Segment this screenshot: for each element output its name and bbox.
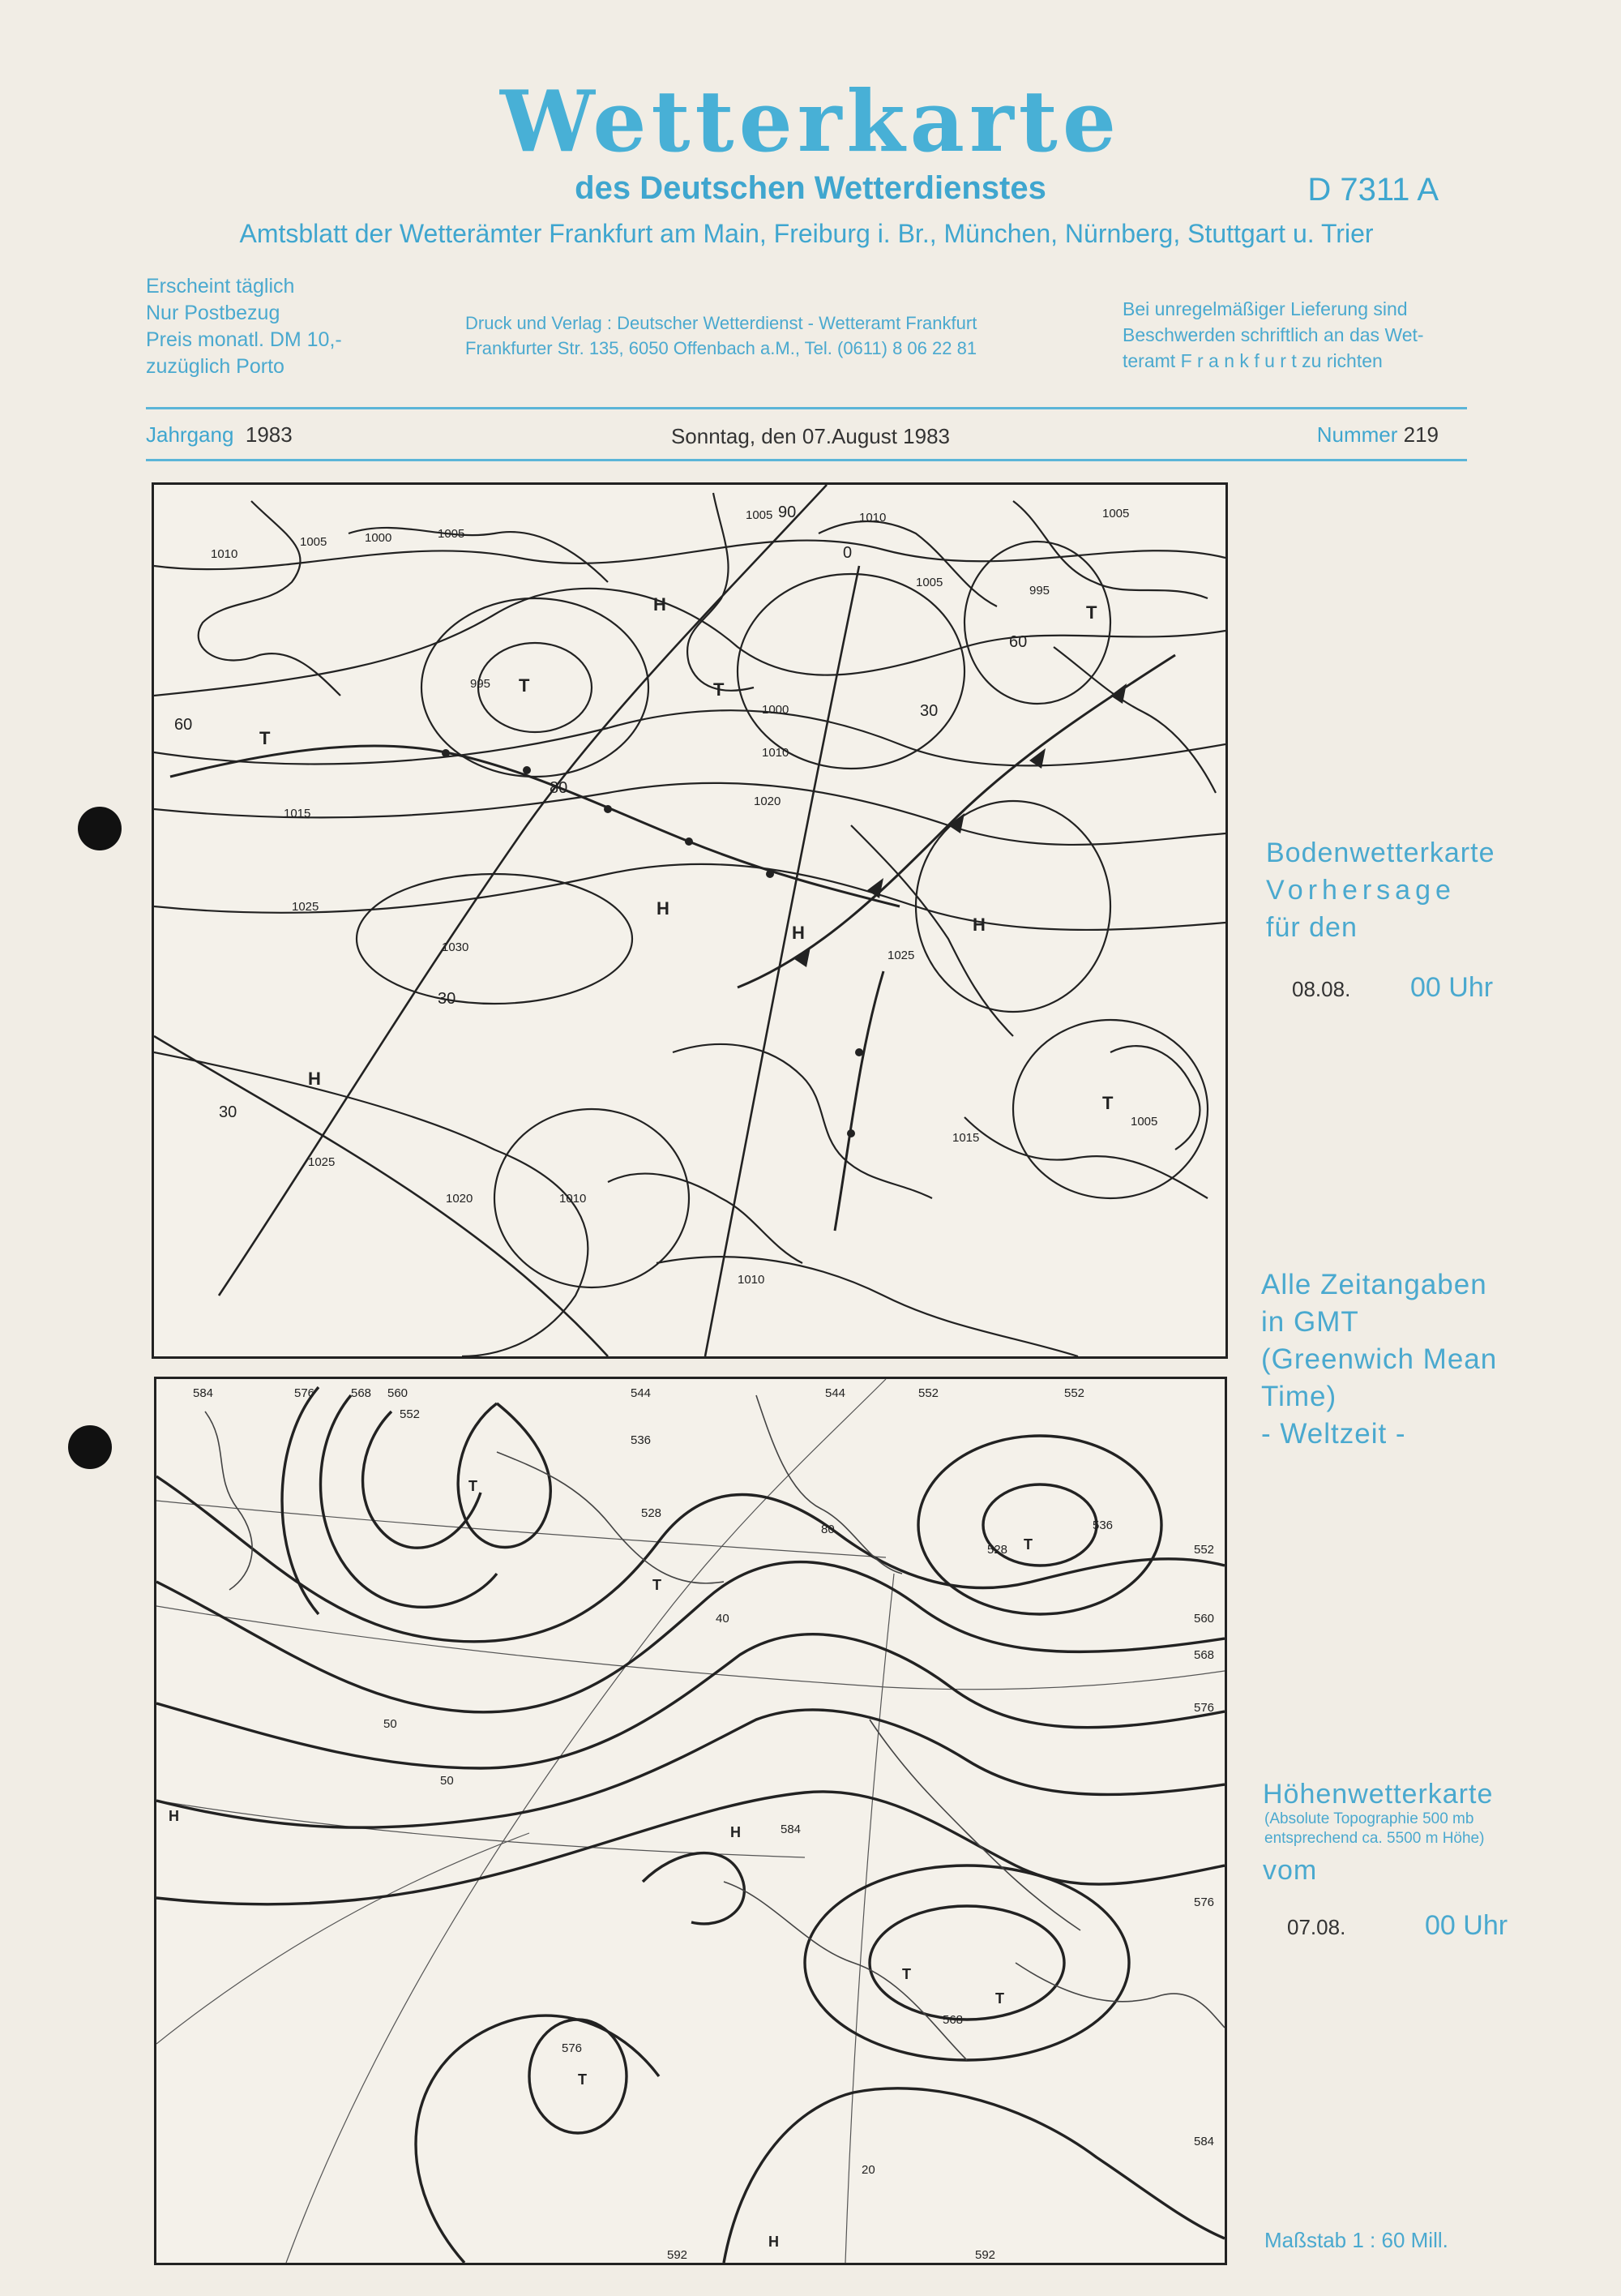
- height-contour: [282, 1387, 319, 1614]
- isobar: [494, 1109, 689, 1287]
- contour-label: 552: [400, 1407, 421, 1421]
- contour-label: 544: [825, 1386, 846, 1400]
- low-center: T: [902, 1966, 911, 1982]
- coastline: [1110, 1046, 1200, 1150]
- isobar: [154, 589, 1225, 696]
- latitude-line: [156, 1606, 1225, 1690]
- upper-air-map: [154, 1377, 1227, 2265]
- complaint-info: [1123, 296, 1424, 374]
- coastline: [724, 1882, 967, 2060]
- contour-label: 536: [1093, 1519, 1114, 1532]
- contour-label: 576: [1194, 1701, 1215, 1715]
- caption-line: Vorhersage: [1266, 875, 1456, 906]
- isobar: [964, 542, 1110, 704]
- grid-label: 60: [174, 716, 193, 734]
- grid-label: 80: [821, 1523, 835, 1536]
- map-scale: Maßstab 1 : 60 Mill.: [1264, 2228, 1448, 2252]
- contour-label: 544: [631, 1386, 652, 1400]
- upper-map-vom: vom: [1263, 1855, 1318, 1886]
- amtsblatt-line: Amtsblatt der Wetterämter Frankfurt am Main, Freiburg i. Br., München, Nürnberg, Stuttgart u. Trier: [239, 219, 1374, 248]
- coastline: [964, 1117, 1208, 1198]
- contour-label: 584: [781, 1823, 802, 1836]
- low-pressure-center: T: [259, 728, 271, 748]
- isobar-label: 995: [470, 677, 491, 691]
- longitude-line: [156, 1833, 529, 2044]
- time-note: [1261, 1266, 1497, 1453]
- grid-label: 30: [438, 990, 456, 1008]
- upper-map-heading: Höhenwetterkarte: [1263, 1779, 1494, 1810]
- isobar: [154, 1052, 588, 1356]
- coastline: [608, 1174, 802, 1263]
- grid-label: 50: [440, 1774, 454, 1788]
- contour-label: 560: [1194, 1612, 1215, 1626]
- top-rule: [146, 407, 1467, 409]
- punch-hole: [68, 1425, 112, 1469]
- coastline: [673, 1044, 932, 1198]
- longitude-line: [845, 1574, 894, 2263]
- info-line: Nur Postbezug: [146, 302, 280, 324]
- isobar-label: 1025: [308, 1155, 336, 1169]
- coastline: [205, 1411, 252, 1590]
- low-center: T: [652, 1577, 661, 1593]
- contour-label: 536: [631, 1433, 652, 1447]
- info-line: Frankfurter Str. 135, 6050 Offenbach a.M., Tel. (0611) 8 06 22 81: [465, 338, 977, 358]
- nummer-value: 219: [1403, 422, 1439, 447]
- isobar: [154, 710, 1225, 765]
- low-pressure-center: T: [1086, 602, 1097, 623]
- height-contour: [156, 1634, 1225, 1768]
- grid-label: 60: [1009, 633, 1028, 651]
- newspaper-subtitle: des Deutschen Wetterdienstes: [575, 170, 1046, 206]
- isobar-label: 1020: [446, 1192, 473, 1206]
- latitude-line: [154, 1036, 608, 1356]
- high-pressure-center: H: [653, 594, 666, 615]
- info-line: teramt F r a n k f u r t zu richten: [1123, 350, 1383, 371]
- coastline: [756, 1395, 902, 1574]
- isobar-label: 995: [1029, 584, 1050, 598]
- high-center: H: [768, 2234, 779, 2250]
- note-line: - Weltzeit -: [1261, 1418, 1406, 1450]
- issue-date: Sonntag, den 07.August 1983: [670, 424, 951, 448]
- newspaper-title: Wetterkarte: [500, 71, 1121, 171]
- surface-forecast-time: 00 Uhr: [1410, 972, 1494, 1003]
- isobar: [916, 801, 1110, 1012]
- isobar-label: 1005: [1102, 507, 1130, 520]
- bottom-rule: [146, 459, 1467, 461]
- contour-label: 552: [1194, 1543, 1215, 1557]
- high-center: H: [169, 1808, 179, 1824]
- note-line: (Greenwich Mean: [1261, 1343, 1498, 1375]
- info-line: Preis monatl. DM 10,-: [146, 328, 342, 351]
- isobar-label: 1010: [559, 1192, 587, 1206]
- nummer-label: Nummer: [1316, 422, 1398, 447]
- occluded-front: [835, 971, 883, 1231]
- jahrgang-value: 1983: [245, 422, 293, 447]
- isobar: [357, 874, 632, 1004]
- high-pressure-center: H: [973, 915, 986, 935]
- isobar-label: 1005: [746, 508, 773, 522]
- grid-label: 40: [716, 1612, 729, 1626]
- isobar-label: 1025: [292, 900, 319, 914]
- note-line: Alle Zeitangaben: [1261, 1269, 1487, 1300]
- contour-label: 568: [943, 2013, 964, 2027]
- low-center: T: [468, 1478, 477, 1494]
- contour-label: 592: [667, 2248, 688, 2262]
- coastline: [687, 493, 754, 691]
- longitude-line: [705, 566, 859, 1356]
- surface-forecast-date: 08.08.: [1292, 977, 1351, 1001]
- low-pressure-center: T: [519, 675, 530, 696]
- low-pressure-center: T: [1102, 1093, 1114, 1113]
- low-pressure-center: T: [713, 679, 725, 700]
- height-contour: [156, 1792, 1225, 1904]
- high-center: H: [730, 1824, 741, 1840]
- grid-label: 80: [550, 779, 568, 797]
- upper-map-date: 07.08.: [1287, 1915, 1346, 1939]
- isobar: [154, 864, 1225, 930]
- subscription-info: [146, 273, 342, 380]
- height-contour: [918, 1436, 1161, 1614]
- isobar: [478, 643, 592, 732]
- caption-line: für den: [1266, 912, 1358, 943]
- contour-label: 568: [1194, 1648, 1215, 1662]
- high-pressure-center: H: [308, 1069, 321, 1089]
- height-contour: [458, 1403, 550, 1548]
- isobar-label: 1015: [952, 1131, 980, 1145]
- high-pressure-center: H: [657, 898, 669, 919]
- isobar-label: 1010: [762, 746, 789, 760]
- contour-label: 528: [641, 1506, 662, 1520]
- isobar-label: 1000: [365, 531, 392, 545]
- grid-label: 20: [862, 2163, 875, 2177]
- latitude-line: [156, 1501, 886, 1557]
- info-line: zuzüglich Porto: [146, 355, 284, 378]
- jahrgang-label: Jahrgang: [146, 422, 234, 447]
- latitude-line: [156, 1801, 805, 1857]
- isobar-label: 1005: [1131, 1115, 1158, 1129]
- contour-label: 584: [1194, 2135, 1215, 2148]
- coastline: [870, 1720, 1080, 1930]
- height-contour: [870, 1906, 1064, 2020]
- low-center: T: [1024, 1536, 1033, 1553]
- grid-label: 90: [778, 503, 797, 521]
- height-contour: [643, 1853, 744, 1924]
- contour-label: 584: [193, 1386, 214, 1400]
- contour-label: 568: [351, 1386, 372, 1400]
- high-pressure-center: H: [792, 923, 805, 943]
- caption-line: Bodenwetterkarte: [1266, 837, 1495, 868]
- isobar: [421, 598, 648, 777]
- contour-label: 560: [387, 1386, 408, 1400]
- contour-label: 592: [975, 2248, 996, 2262]
- contour-label: 552: [918, 1386, 939, 1400]
- coastline: [199, 501, 340, 696]
- publisher-info: [465, 311, 977, 361]
- upper-map-note: [1264, 1810, 1484, 1848]
- isobar-label: 1010: [211, 547, 238, 561]
- nummer: [1317, 422, 1439, 448]
- isobar-label: 1015: [284, 807, 311, 820]
- isobar-label: 1020: [754, 795, 781, 808]
- height-contour: [156, 1476, 1225, 1642]
- isobar-label: 1000: [762, 703, 789, 717]
- info-line: Beschwerden schriftlich an das Wet-: [1123, 324, 1424, 345]
- contour-label: 576: [1194, 1895, 1215, 1909]
- surface-weather-map: [152, 482, 1228, 1359]
- surface-map-caption: [1266, 834, 1495, 946]
- contour-label: 528: [987, 1543, 1008, 1557]
- upper-map-drawing: [156, 1379, 1225, 2263]
- grid-label: 30: [920, 702, 939, 720]
- isobar-label: 1005: [916, 576, 943, 589]
- low-center: T: [995, 1990, 1004, 2007]
- note-line: in GMT: [1261, 1306, 1359, 1338]
- upper-map-time: 00 Uhr: [1425, 1910, 1508, 1941]
- info-line: Druck und Verlag : Deutscher Wetterdienst - Wetteramt Frankfurt: [465, 313, 977, 333]
- isobar-label: 1010: [859, 511, 887, 525]
- longitude-line: [286, 1379, 886, 2263]
- height-contour: [724, 2088, 1225, 2263]
- height-contour: [321, 1395, 498, 1607]
- grid-label: 50: [383, 1717, 397, 1731]
- note-line: Time): [1261, 1381, 1337, 1412]
- contour-label: 576: [562, 2041, 583, 2055]
- coastline: [497, 1452, 724, 1583]
- grid-label: 30: [219, 1103, 237, 1121]
- surface-map-drawing: [154, 485, 1225, 1356]
- punch-hole: [78, 807, 122, 850]
- isobar-label: 1010: [738, 1273, 765, 1287]
- note-line: (Absolute Topographie 500 mb: [1264, 1810, 1474, 1827]
- isobar: [154, 783, 1225, 845]
- publication-code: D 7311 A: [1307, 172, 1439, 208]
- contour-label: 576: [294, 1386, 315, 1400]
- isobar: [657, 1257, 1078, 1356]
- isobar-label: 1005: [438, 527, 465, 541]
- isobar-label: 1030: [442, 940, 469, 954]
- low-center: T: [578, 2071, 587, 2088]
- info-line: Bei unregelmäßiger Lieferung sind: [1123, 298, 1408, 319]
- info-line: Erscheint täglich: [146, 275, 295, 298]
- isobar-label: 1005: [300, 535, 327, 549]
- contour-label: 552: [1064, 1386, 1085, 1400]
- isobar-label: 1025: [887, 949, 915, 962]
- grid-label: 0: [843, 544, 853, 562]
- cold-front: [170, 746, 900, 906]
- note-line: entsprechend ca. 5500 m Höhe): [1264, 1830, 1485, 1847]
